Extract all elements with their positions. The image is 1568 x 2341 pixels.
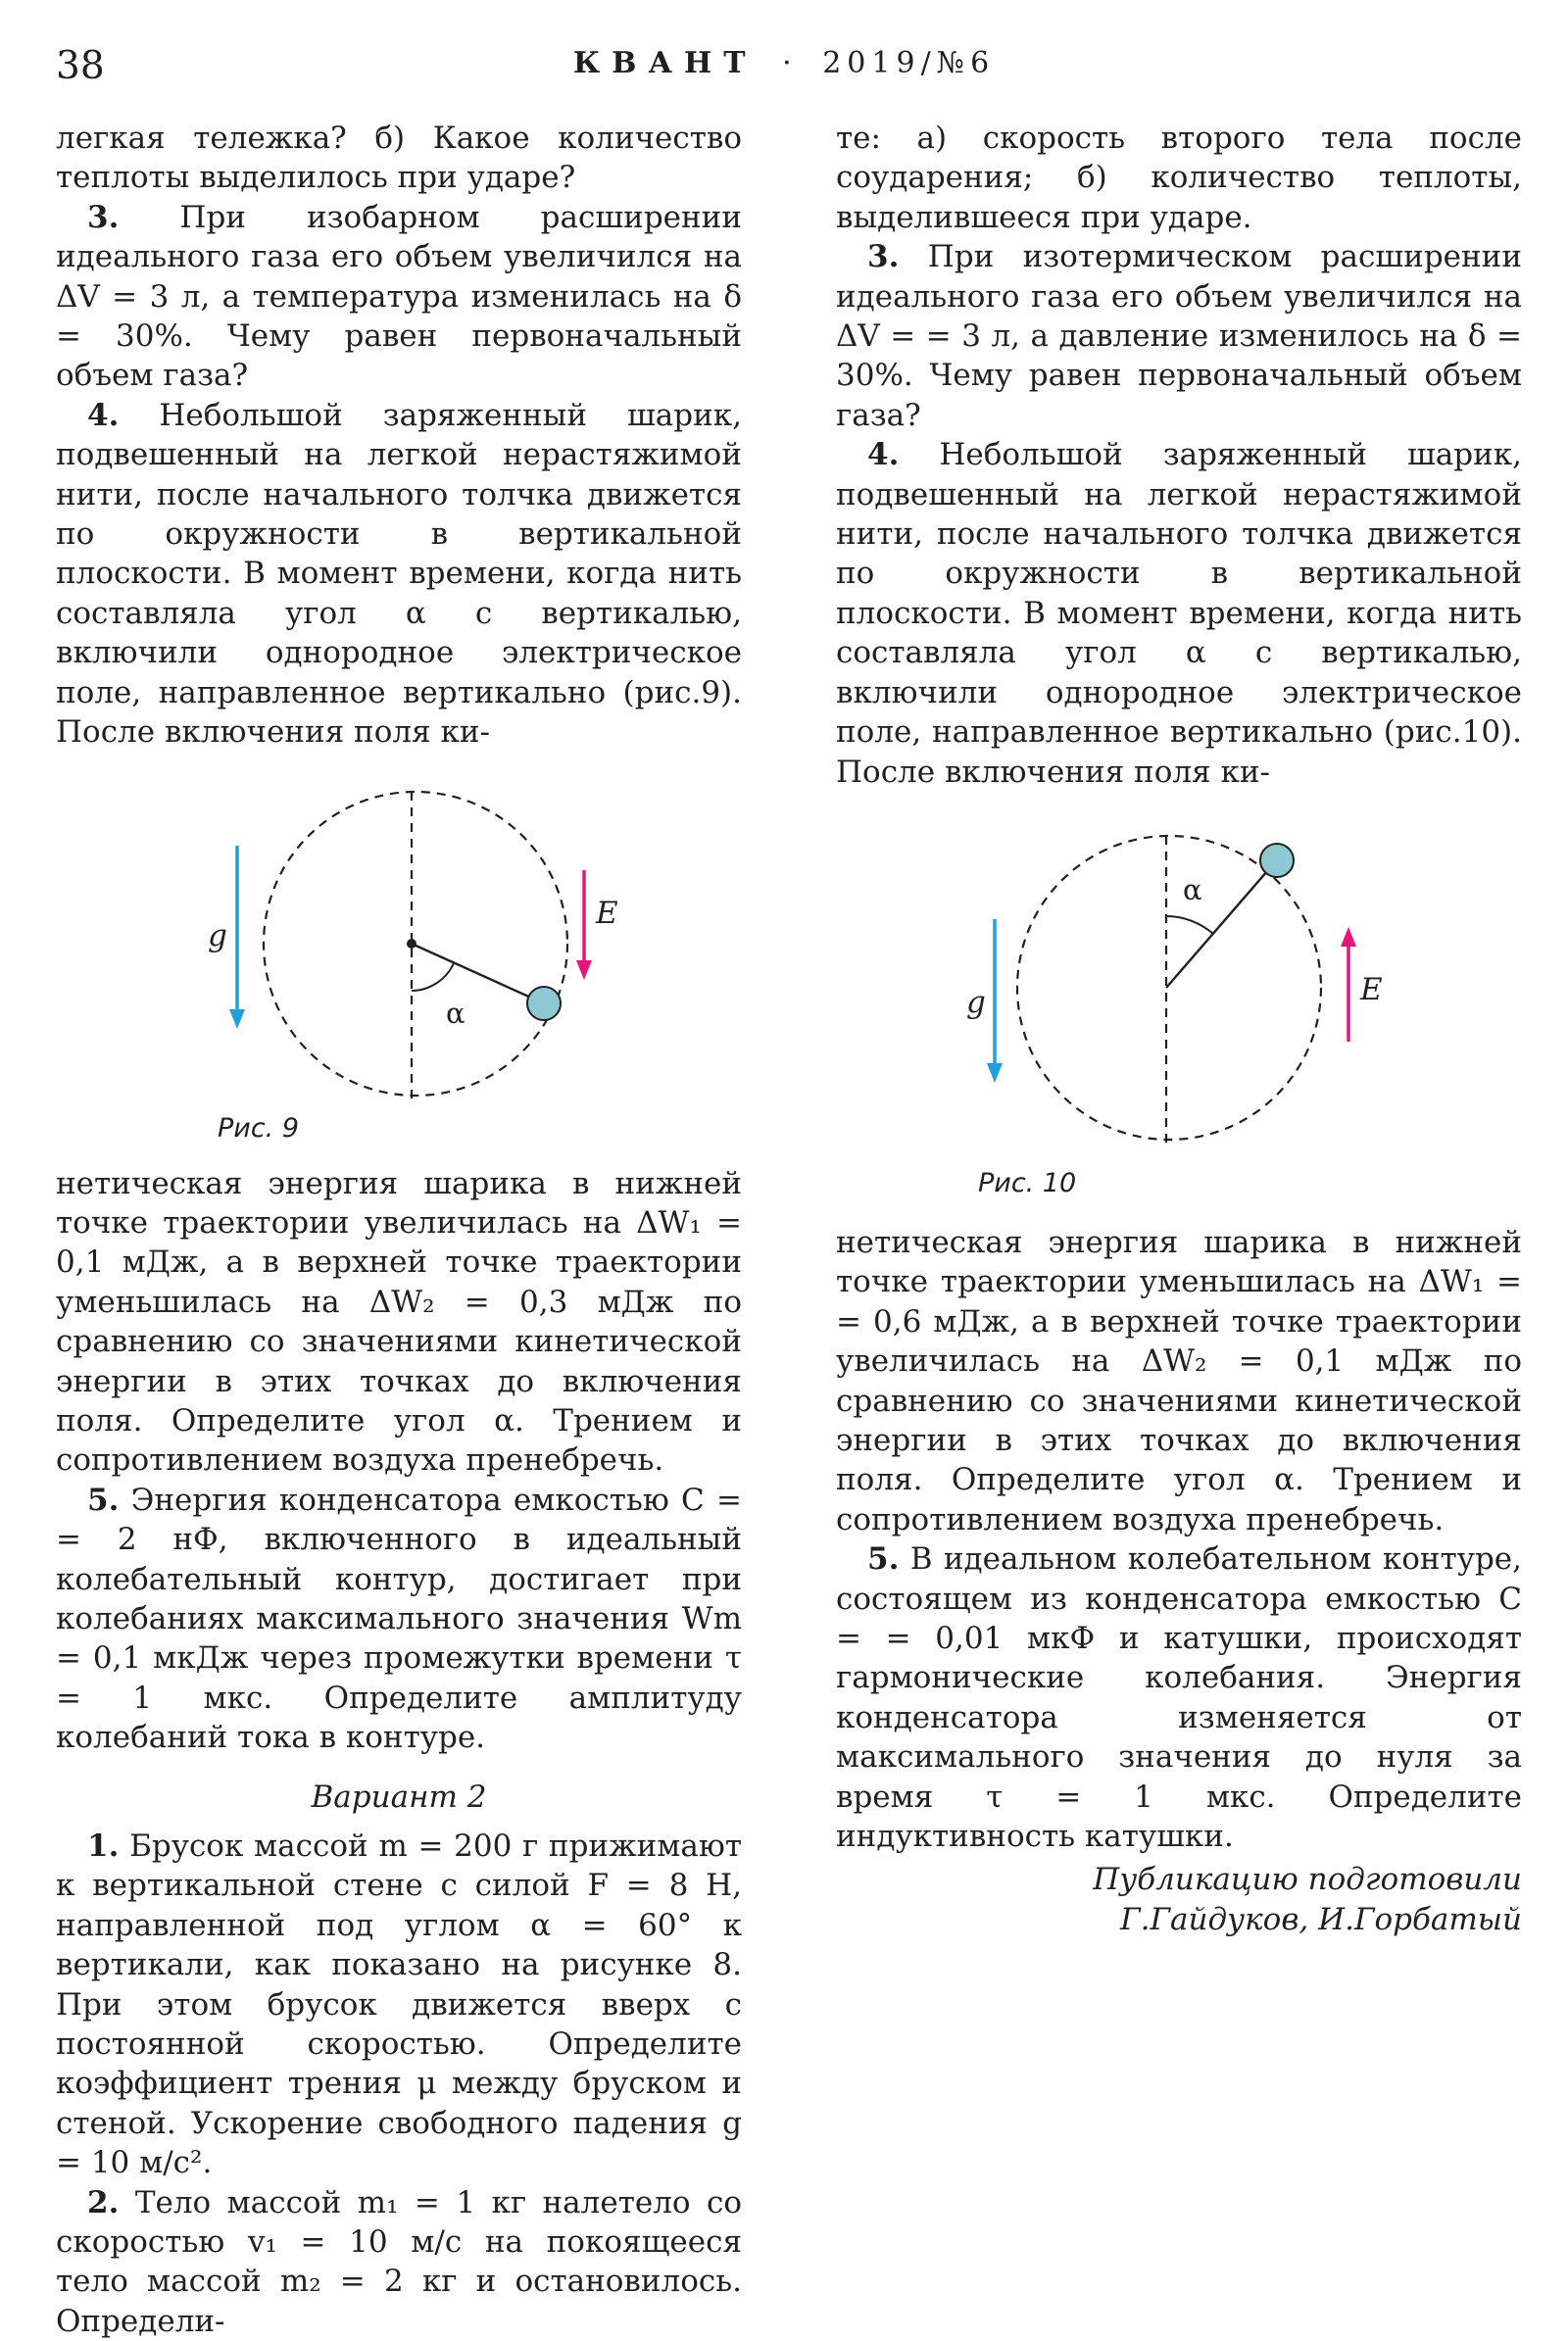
- E-arrow-head: [576, 960, 592, 980]
- figure-9-caption: Рис. 9: [218, 1112, 300, 1144]
- right-problem-3: [836, 237, 1522, 435]
- left-intro-paragraph: легкая тележка? б) Какое количество теплоты выделилось при ударе?: [56, 121, 742, 196]
- E-label: E: [1360, 971, 1383, 1007]
- left-column: [56, 119, 742, 2341]
- variant2-problem-1: [56, 1827, 742, 2183]
- E-label: E: [596, 895, 618, 931]
- left-problem-5: [56, 1481, 742, 1758]
- figure-10-caption: Рис. 10: [978, 1167, 1077, 1198]
- left-problem-3: [56, 198, 742, 396]
- problem-number: 1.: [87, 1829, 120, 1864]
- page-number: 38: [56, 44, 105, 88]
- problem-text: В идеальном колебательном контуре, состоящем из конденсатора емкостью C = = 0,01 мкФ и катушки, происходят гармонические колебания. Энергия конденсатора изменяется от максимального значения до нуля за время τ = 1 мкс. Определите индуктивность катушки.: [836, 1541, 1522, 1854]
- figure-9: [56, 753, 742, 1164]
- figure-9-drawing: [56, 753, 742, 1164]
- g-arrow-head: [987, 1063, 1003, 1083]
- problem-text: При изобарном расширении идеального газа его объем увеличился на ΔV = 3 л, а температура изменилась на δ = 30%. Чему равен первоначальный объем газа?: [56, 199, 742, 394]
- right-problem-5: [836, 1539, 1522, 1856]
- magazine-title: КВАНТ: [572, 46, 758, 80]
- alpha-label: α: [446, 996, 466, 1030]
- right-problem-4-continued: нетическая энергия шарика в нижней точке траектории уменьшилась на ΔW₁ = = 0,6 мДж, а в верхней точке траектории увеличилась на ΔW₂ = 0,1 мДж по сравнению со значениями кинетической энергии в этих точках до включения поля. Определите угол α. Трением и сопротивлением воздуха пренебречь.: [836, 1224, 1522, 1537]
- problem-number: 3.: [867, 239, 900, 275]
- string-line: [412, 944, 544, 1003]
- charged-ball: [1260, 844, 1294, 877]
- g-label: g: [966, 984, 986, 1020]
- variant2-problem-2: [56, 2183, 742, 2341]
- problem-text: Небольшой заряженный шарик, подвешенный на легкой нерастяжимой нити, после начального толчка движется по окружности в вертикальной плоскости. В момент времени, когда нить составляла угол α с вертикалью, включили однородное электрическое поле, направленное вертикально (рис.9). После включения поля ки-: [56, 397, 742, 751]
- alpha-label: α: [1183, 872, 1202, 906]
- g-label: g: [208, 917, 227, 953]
- dashed-trajectory-circle: [1017, 836, 1321, 1140]
- issue-number: 2019/№6: [822, 46, 996, 80]
- right-problem-4: [836, 435, 1522, 792]
- figure-10-drawing: [836, 792, 1522, 1223]
- left-problem-4: [56, 396, 742, 753]
- problem-number: 4.: [867, 437, 900, 473]
- angle-arc: [1166, 916, 1213, 934]
- signature-line-1: Публикацию подготовили: [1093, 1862, 1522, 1898]
- problem-text: Тело массой m₁ = 1 кг налетело со скоростью v₁ = 10 м/с на покоящееся тело массой m₂ = 2 кг и остановилось. Определи-: [56, 2184, 743, 2339]
- problem-text: При изотермическом расширении идеального газа его объем увеличился на ΔV = = 3 л, а давление изменилось на δ = 30%. Чему равен первоначальный объем газа?: [836, 239, 1522, 433]
- signature: [836, 1860, 1522, 1939]
- problem-text: Брусок массой m = 200 г прижимают к вертикальной стене с силой F = 8 Н, направленной под углом α = 60° к вертикали, как показано на рисунке 8. При этом брусок движется вверх с постоянной скоростью. Определите коэффициент трения μ между бруском и стеной. Ускорение свободного падения g = 10 м/с².: [56, 1829, 742, 2181]
- problem-text: Небольшой заряженный шарик, подвешенный на легкой нерастяжимой нити, после начального толчка движется по окружности в вертикальной плоскости. В момент времени, когда нить составляла угол α с вертикалью, включили однородное электрическое поле, направленное вертикально (рис.10). После включения поля ки-: [836, 437, 1522, 790]
- left-problem-4-continued: нетическая энергия шарика в нижней точке траектории увеличилась на ΔW₁ = 0,1 мДж, а в верхней точке траектории уменьшилась на ΔW₂ = 0,3 мДж по сравнению со значениями кинетической энергии в этих точках до включения поля. Определите угол α. Трением и сопротивлением воздуха пренебречь.: [56, 1165, 742, 1479]
- charged-ball: [527, 987, 561, 1020]
- problem-number: 5.: [87, 1482, 120, 1518]
- problem-number: 3.: [87, 199, 120, 235]
- angle-arc: [412, 963, 454, 991]
- problem-number: 5.: [867, 1541, 900, 1578]
- g-arrow-head: [229, 1009, 245, 1029]
- E-arrow-head: [1341, 927, 1356, 947]
- pivot-point: [407, 939, 416, 949]
- signature-line-2: Г.Гайдуков, И.Горбатый: [1120, 1901, 1522, 1937]
- running-header: [0, 46, 1568, 80]
- problem-number: 4.: [87, 397, 120, 433]
- variant-heading: Вариант 2: [311, 1779, 487, 1815]
- header-separator: ·: [782, 46, 798, 80]
- right-column: [836, 119, 1522, 1939]
- problem-number: 2.: [87, 2184, 120, 2220]
- right-intro-paragraph: те: а) скорость второго тела после соударения; б) количество теплоты, выделившееся при ударе.: [836, 121, 1522, 235]
- problem-text: Энергия конденсатора емкостью C = = 2 нФ, включенного в идеальный колебательный контур, достигает при колебаниях максимального значения Wm = 0,1 мкДж через промежутки времени τ = 1 мкс. Определите амплитуду колебаний тока в контуре.: [56, 1482, 742, 1756]
- figure-10: [836, 792, 1522, 1223]
